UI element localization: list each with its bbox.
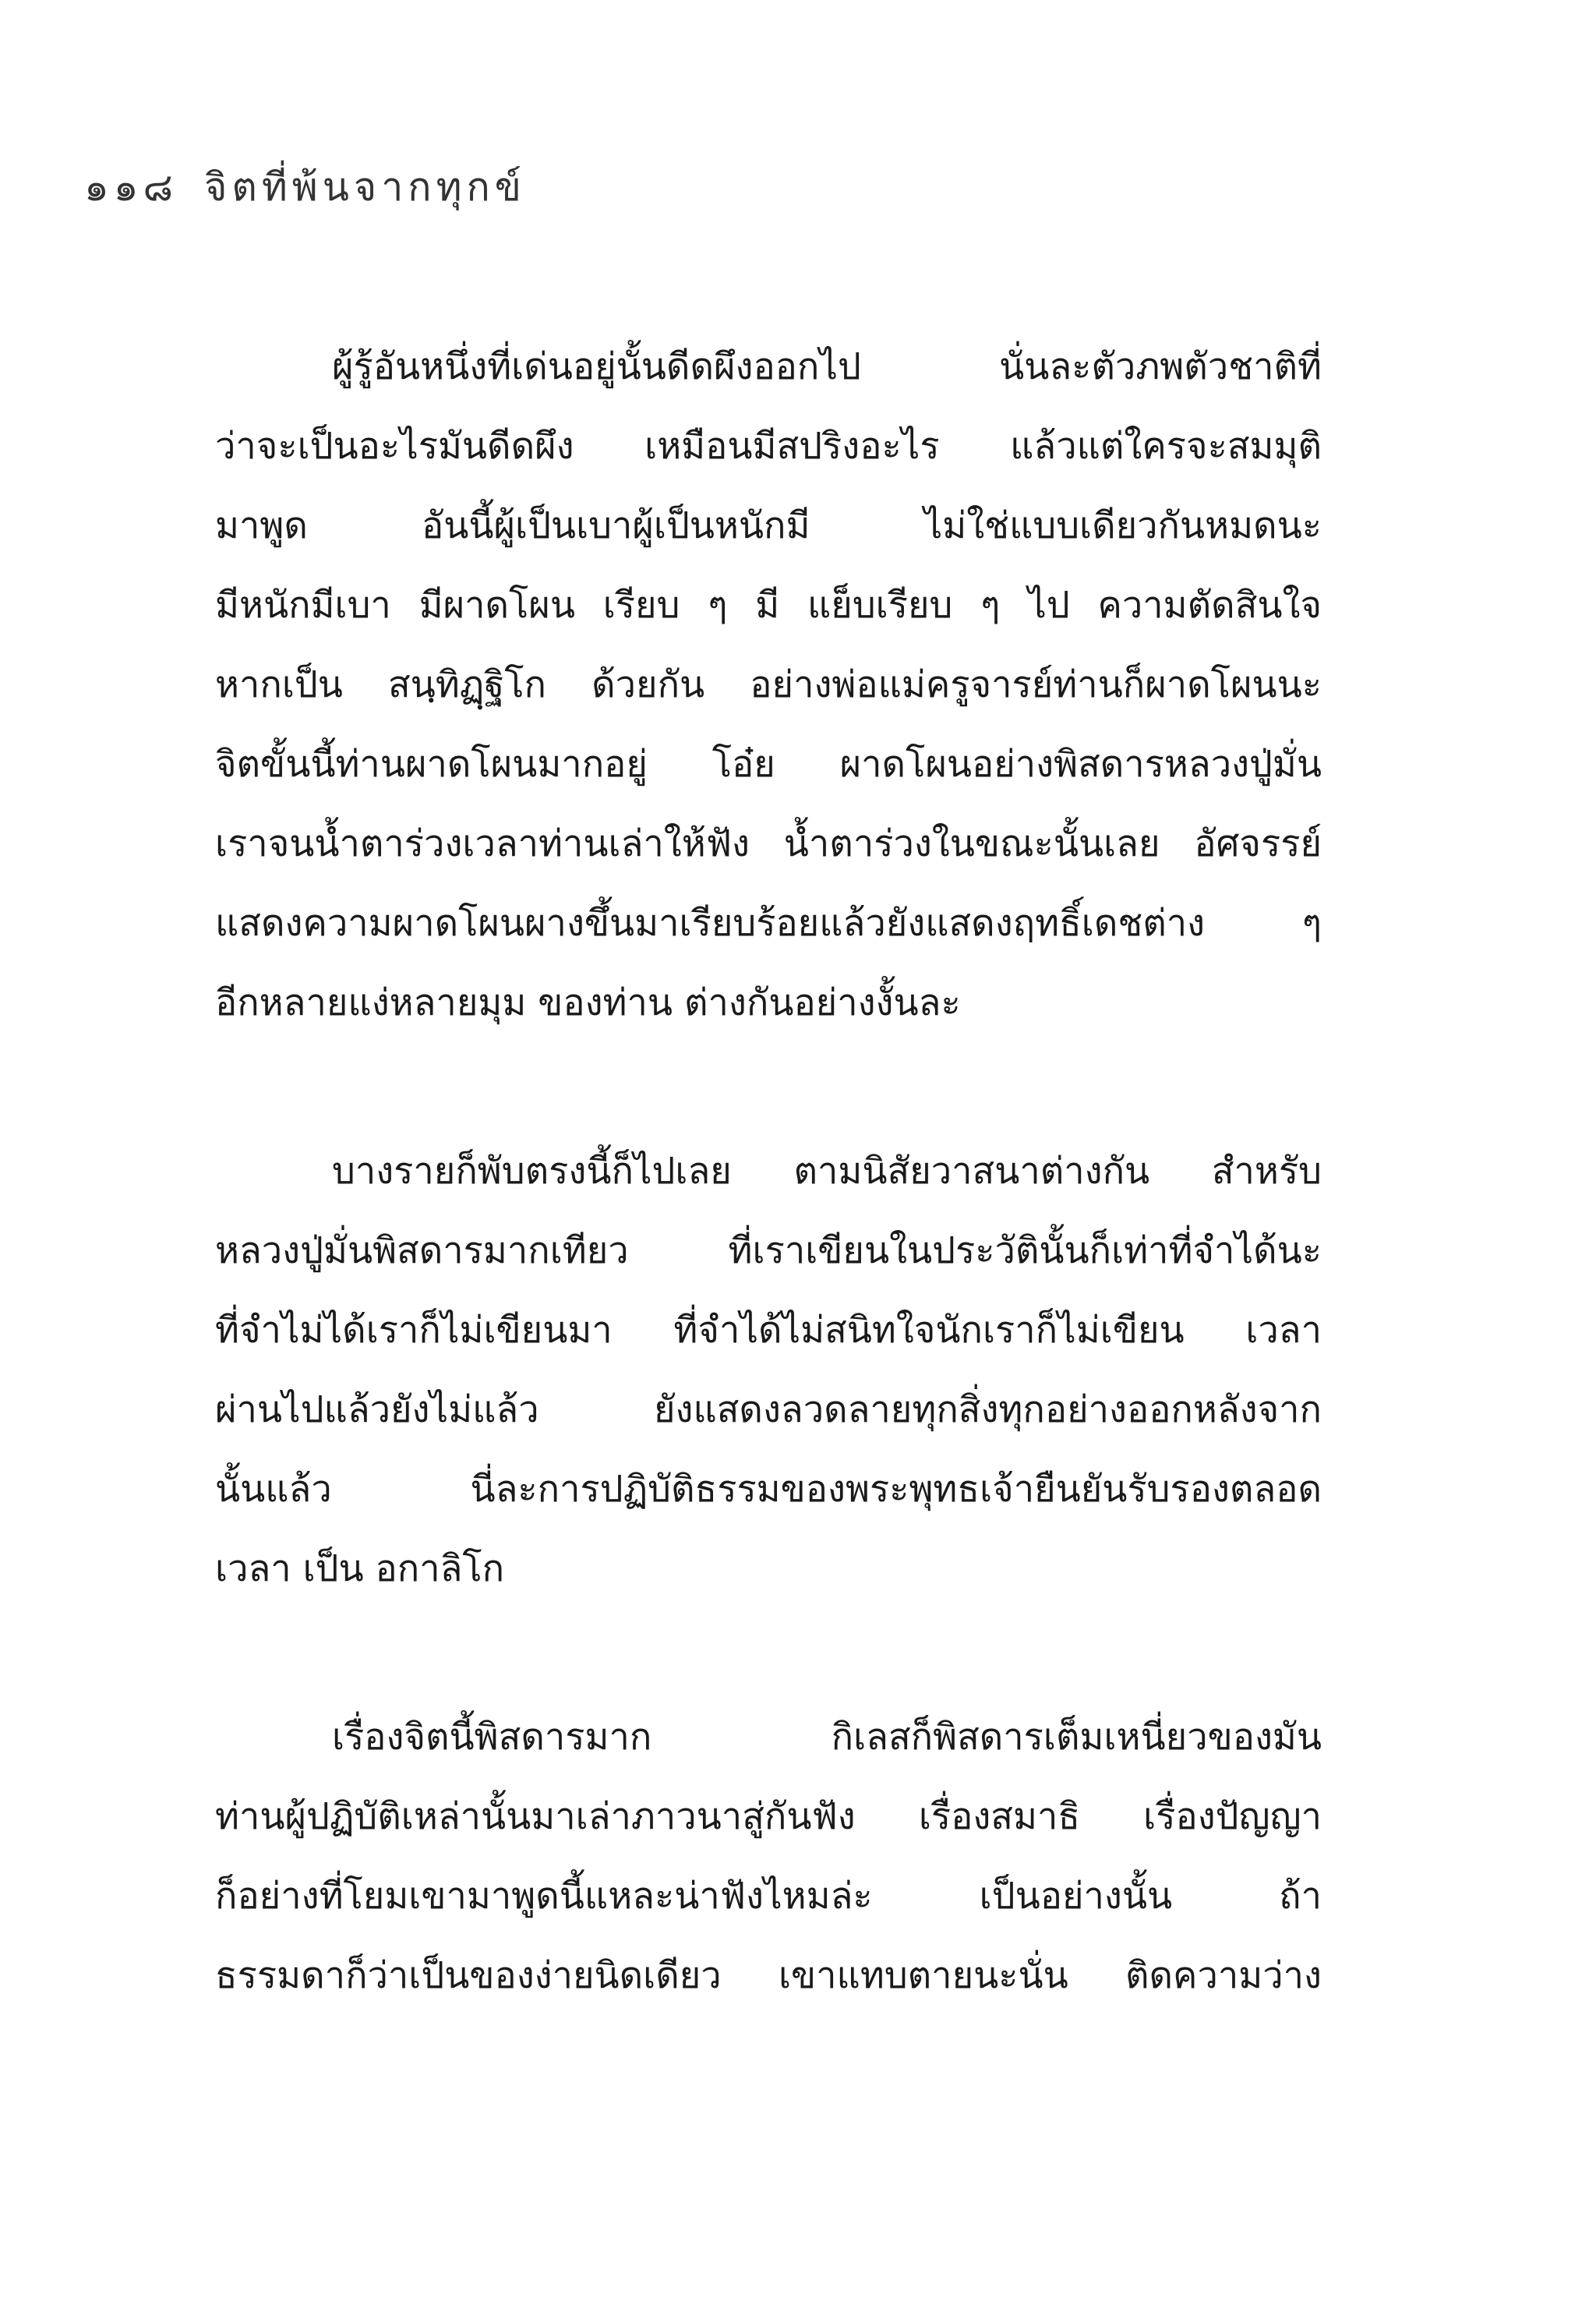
text-line: อีกหลายแง่หลายมุม ของท่าน ต่างกันอย่างงั้นละ <box>215 981 961 1024</box>
paragraph-3 <box>215 1698 1322 2016</box>
running-header <box>84 164 526 210</box>
text-line: บางรายก็พับตรงนี้ก็ไปเลย ตามนิสัยวาสนาต่างกัน สำหรับ <box>332 1150 1322 1193</box>
book-title: จิตที่พ้นจากทุกข์ <box>204 164 526 210</box>
text-line: ผ่านไปแล้วยังไม่แล้ว ยังแสดงลวดลายทุกสิ่งทุกอย่างออกหลังจาก <box>215 1388 1322 1431</box>
text-line: ท่านผู้ปฏิบัติเหล่านั้นมาเล่าภาวนาสู่กันฟัง เรื่องสมาธิ เรื่องปัญญา <box>215 1795 1322 1838</box>
text-line: เรื่องจิตนี้พิสดารมาก กิเลสก็พิสดารเต็มเหนี่ยวของมัน <box>332 1716 1322 1759</box>
text-line: ที่จำไม่ได้เราก็ไม่เขียนมา ที่จำได้ไม่สนิทใจนักเราก็ไม่เขียน เวลา <box>215 1309 1322 1352</box>
text-line: มาพูด อันนี้ผู้เป็นเบาผู้เป็นหนักมี ไม่ใช่แบบเดียวกันหมดนะ <box>215 504 1322 547</box>
page-number: ๑๑๘ <box>84 164 178 210</box>
paragraph-2 <box>215 1132 1322 1609</box>
text-line: จิตขั้นนี้ท่านผาดโผนมากอยู่ โอ๋ย ผาดโผนอย่างพิสดารหลวงปู่มั่น <box>215 743 1322 786</box>
text-line: ธรรมดาก็ว่าเป็นของง่ายนิดเดียว เขาแทบตายนะนั่น ติดความว่าง <box>215 1954 1322 1997</box>
body-text <box>215 327 1322 2105</box>
text-line: เวลา เป็น อกาลิโก <box>215 1547 505 1590</box>
text-line: นั้นแล้ว นี่ละการปฏิบัติธรรมของพระพุทธเจ้ายืนยันรับรองตลอด <box>215 1468 1322 1511</box>
paragraph-1 <box>215 327 1322 1043</box>
text-line: หากเป็น สนฺทิฏฺฐิโก ด้วยกัน อย่างพ่อแม่ครูจารย์ท่านก็ผาดโผนนะ <box>215 663 1322 706</box>
text-line: ว่าจะเป็นอะไรมันดีดผึง เหมือนมีสปริงอะไร แล้วแต่ใครจะสมมุติ <box>215 425 1322 468</box>
text-line: ก็อย่างที่โยมเขามาพูดนี้แหละน่าฟังไหมล่ะ เป็นอย่างนั้น ถ้า <box>215 1875 1322 1918</box>
text-line: มีหนักมีเบา มีผาดโผน เรียบ ๆ มี แย็บเรียบ ๆ ไป ความตัดสินใจ <box>215 584 1322 627</box>
text-line: ผู้รู้อันหนึ่งที่เด่นอยู่นั้นดีดผึงออกไป นั่นละตัวภพตัวชาติที่ <box>332 345 1322 388</box>
text-line: เราจนน้ำตาร่วงเวลาท่านเล่าให้ฟัง น้ำตาร่วงในขณะนั้นเลย อัศจรรย์ <box>215 822 1322 865</box>
text-line: หลวงปู่มั่นพิสดารมากเทียว ที่เราเขียนในประวัตินั้นก็เท่าที่จำได้นะ <box>215 1229 1322 1272</box>
text-line: แสดงความผาดโผนผางขึ้นมาเรียบร้อยแล้วยังแสดงฤทธิ์เดชต่าง ๆ <box>215 902 1322 945</box>
